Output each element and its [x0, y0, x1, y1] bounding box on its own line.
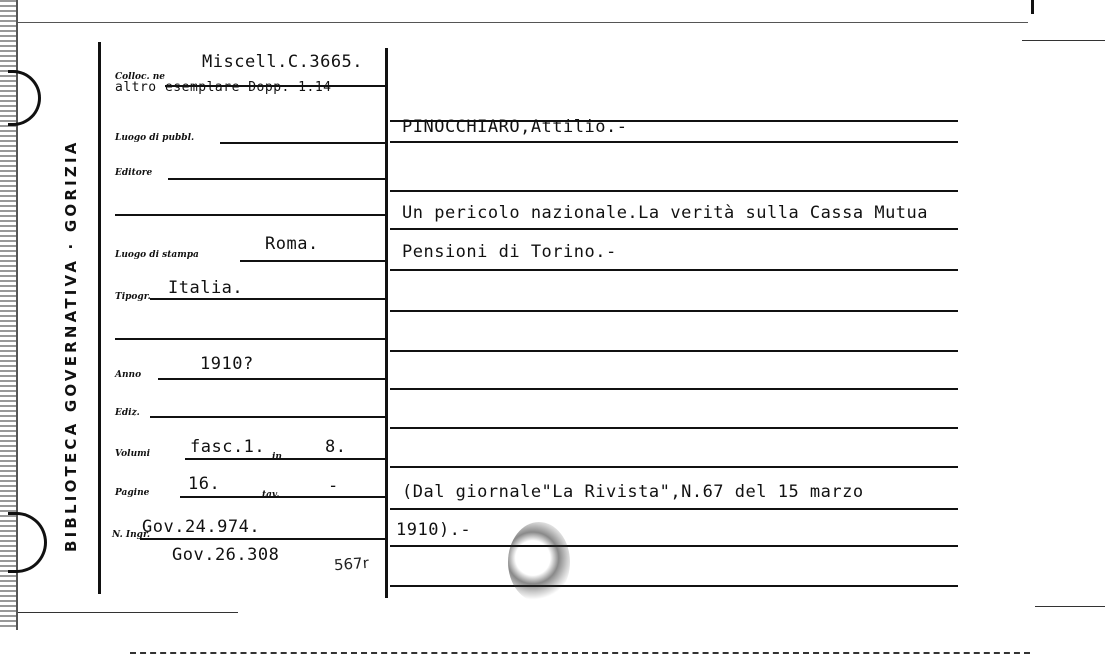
right-line-4	[390, 269, 958, 271]
blank-line-2	[115, 338, 385, 340]
volumi-in-label: in	[272, 452, 282, 462]
right-edge-line-2	[1035, 606, 1105, 607]
library-stamp: BIBLIOTECA GOVERNATIVA · GORIZIA	[62, 139, 80, 552]
pagine-value: 16.	[188, 474, 221, 494]
title-line-2: Pensioni di Torino.-	[402, 242, 617, 262]
ink-stamp-smudge	[508, 522, 570, 602]
collocazione-label: Colloc. ne	[115, 72, 166, 82]
right-edge-line	[1022, 40, 1105, 41]
right-line-10	[390, 508, 958, 510]
ediz-line	[150, 416, 385, 418]
volumi-format: 8.	[325, 437, 347, 457]
luogo-stampa-label: Luogo di stampa	[115, 250, 199, 260]
right-line-11	[390, 545, 958, 547]
volumi-value: fasc.1.	[190, 437, 266, 457]
collocazione-value: Miscell.C.3665.	[202, 52, 364, 72]
right-line-12	[390, 585, 958, 587]
tav-value: -	[328, 476, 339, 496]
anno-label: Anno	[115, 370, 142, 380]
luogo-stampa-value: Roma.	[265, 234, 319, 254]
punch-hole-bottom	[8, 512, 47, 573]
tipogr-value: Italia.	[168, 278, 244, 298]
right-edge-mark	[1031, 0, 1034, 14]
middle-frame-line	[385, 48, 388, 598]
right-line-2	[390, 190, 958, 192]
collocazione-extra: altro esemplare Dopp. 1.14	[115, 80, 332, 95]
right-line-7	[390, 388, 958, 390]
ingresso-value: Gov.24.974.	[142, 517, 261, 537]
note-line-1: (Dal giornale"La Rivista",N.67 del 15 marzo	[402, 482, 864, 502]
note-line-2: 1910).-	[396, 520, 472, 540]
luogo-pubbl-line	[220, 142, 385, 144]
ingresso-label: N. Ingr.	[112, 530, 151, 540]
left-frame-line	[98, 42, 101, 594]
handwritten-note: 567r	[333, 553, 370, 575]
author-heading: PINOCCHIARO,Attilio.-	[402, 117, 628, 137]
anno-value: 1910?	[200, 354, 254, 374]
pagine-line	[180, 496, 385, 498]
right-line-5	[390, 310, 958, 312]
right-line-9	[390, 466, 958, 468]
blank-line-1	[115, 214, 385, 216]
pagine-label: Pagine	[115, 488, 150, 498]
ingresso-value-2: Gov.26.308	[172, 545, 280, 565]
luogo-stampa-line	[240, 260, 385, 262]
right-line-3	[390, 228, 958, 230]
ediz-label: Ediz.	[115, 408, 140, 418]
bottom-edge-line-2	[130, 652, 1030, 654]
editore-label: Editore	[115, 168, 153, 178]
title-line-1: Un pericolo nazionale.La verità sulla Cassa Mutua	[402, 203, 929, 223]
bottom-edge-line	[18, 612, 238, 613]
collocazione-underline	[165, 85, 385, 87]
luogo-pubbl-label: Luogo di pubbl.	[115, 133, 195, 143]
tipogr-label: Tipogr.	[115, 292, 151, 302]
volumi-label: Volumi	[115, 449, 151, 459]
tipogr-line	[150, 298, 385, 300]
editore-line	[168, 178, 385, 180]
top-edge-line	[18, 22, 1028, 23]
ingresso-line	[140, 538, 385, 540]
right-line-6	[390, 350, 958, 352]
tav-label: tav.	[262, 490, 280, 500]
anno-line	[158, 378, 385, 380]
right-line-8	[390, 427, 958, 429]
punch-hole-top	[8, 70, 41, 126]
right-line-1	[390, 141, 958, 143]
volumi-line	[185, 458, 385, 460]
